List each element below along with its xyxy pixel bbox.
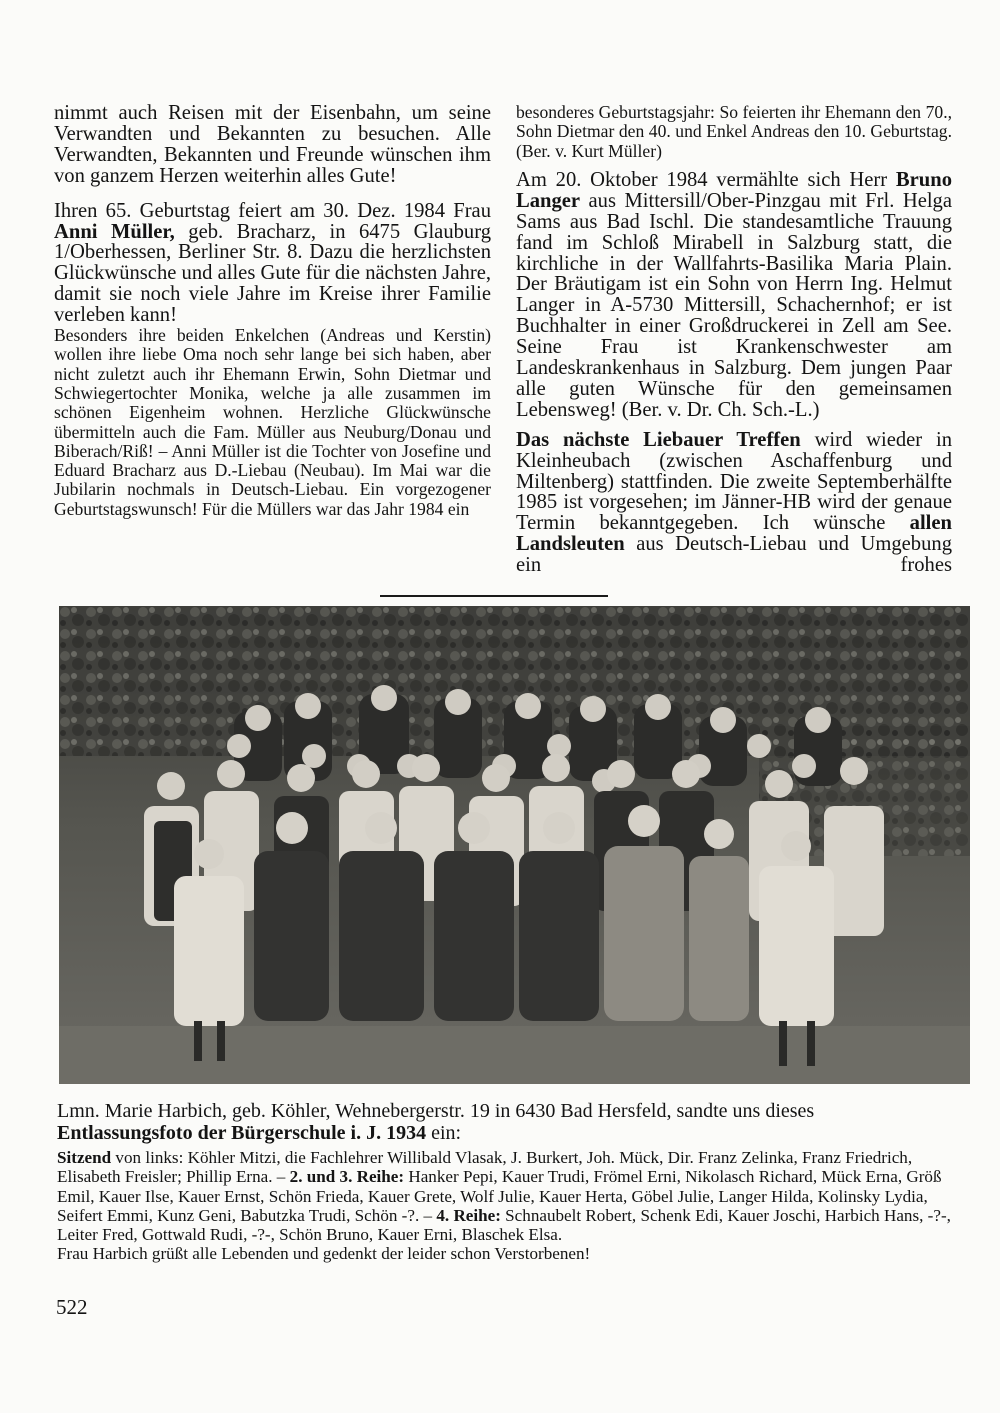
left-column — [54, 103, 491, 519]
paragraph-grandchildren: Besonders ihre beiden Enkelchen (Andreas und Kerstin) wollen ihre liebe Oma noch sehr lange bei sich haben, aber nicht zuletzt auch ihr Ehemann Erwin, Sohn Dietmar und Schwiegertochter Monika, welche ja alle zusammen im schönen Eigenheim wohnen. Herzliche Glückwünsche übermitteln auch die Fam. Müller aus Neuburg/Donau und Biberach/Riß! – Anni Müller ist die Tochter von Josefine und Eduard Bracharz aus D.-Liebau (Neubau). Im Mai war die Jubilarin nochmals in Deutsch-Liebau. Ein vorgezogener Geburtstagswunsch! Für die Müllers war das Jahr 1984 ein — [54, 325, 491, 519]
caption-names: Sitzend von links: Köhler Mitzi, die Fachlehrer Willibald Vlasak, J. Burkert, Joh. Mück, Dir. Franz Zelinka, Franz Friedrich, Elisabeth Freisler; Phillip Erna. – 2. und 3. Reihe: Hanker Pepi, Kauer Trudi, Frömel Erni, Nikolasch Richard, Mück Erna, Größ Emil, Kauer Ilse, Kauer Ernst, Schön Frieda, Kauer Grete, Wolf Julie, Kauer Herta, Göbel Julie, Langer Hilda, Kolinsky Lydia, Seifert Emmi, Kunz Geni, Babutzka Trudi, Schön -?. – 4. Reihe: Schnaubelt Robert, Schenk Edi, Kauer Joschi, Harbich Hans, -?-, Leiter Fred, Gottwald Rudi, -?-, Schön Bruno, Kauer Erni, Blaschek Elsa. — [57, 1148, 951, 1245]
caption-line-2: Entlassungsfoto der Bürgerschule i. J. 1934 ein: — [57, 1122, 462, 1144]
heading-next-meeting: Das nächste Liebauer Treffen — [516, 428, 801, 451]
paragraph-birthday-year: besonderes Geburtstagsjahr: So feierten ihr Ehemann den 70., Sohn Dietmar den 40. und Enkel Andreas den 10. Geburtstag. (Ber. v. Kurt Müller) — [516, 102, 952, 161]
paragraph-travel: nimmt auch Reisen mit der Eisenbahn, um seine Verwandten und Bekannten zu besuchen. Alle Verwandten, Bekannten und Freunde wünschen ihm von ganzem Herzen weiterhin alles Gute! — [54, 102, 491, 187]
paragraph-next-meeting: Das nächste Liebauer Treffen wird wieder in Kleinheubach (zwischen Aschaffenburg und Miltenberg) stattfinden. Die zweite Septemberhälfte 1985 ist vorgesehen; im Jänner-HB wird der genaue Termin bekanntgegeben. Ich wünsche allen Landsleuten aus Deutsch-Liebau und Umgebung ein frohes — [516, 428, 952, 577]
caption-photo-title: Entlassungsfoto der Bürgerschule i. J. 1934 — [57, 1122, 427, 1144]
caption-line-1: Lmn. Marie Harbich, geb. Köhler, Wehnebergerstr. 19 in 6430 Bad Hersfeld, sandte uns dieses — [57, 1100, 815, 1122]
name-anni-mueller: Anni Müller, — [54, 220, 175, 243]
photo-caption — [57, 1100, 957, 1264]
group-photo-drawing — [59, 606, 970, 1084]
name-bruno-langer: Bruno Langer — [516, 168, 952, 212]
page-number: 522 — [56, 1295, 88, 1319]
group-photo-image — [59, 606, 970, 1084]
right-column — [516, 103, 952, 576]
paragraph-wedding: Am 20. Oktober 1984 vermählte sich Herr Bruno Langer aus Mittersill/Ober-Pinzgau mit Frl. Helga Sams aus Bad Ischl. Die standesamtliche Trauung fand im Schloß Mirabell in Salzburg statt, die kirchliche in der Wallfahrts-Basilika Maria Plain. Der Bräutigam ist ein Sohn von Herrn Ing. Helmut Langer in A-5730 Mittersill, Schachernhof; er ist Buchhalter in einer Großdruckerei in Zell am See. Seine Frau ist Krankenschwester am Landeskrankenhaus in Salzburg. Dem jungen Paar alle guten Wünsche für den gemeinsamen Lebensweg! (Ber. v. Dr. Ch. Sch.-L.) — [516, 168, 952, 421]
paragraph-birthday-mueller: Ihren 65. Geburtstag feiert am 30. Dez. 1984 Frau Anni Müller, geb. Bracharz, in 6475 Glauburg 1/Oberhessen, Berliner Str. 8. Dazu die herzlichsten Glückwünsche und alles Gute für die nächsten Jahre, damit sie noch viele Jahre im Kreise ihrer Familie verleben kann! — [54, 199, 491, 327]
separator-rule — [380, 595, 608, 597]
caption-closing: Frau Harbich grüßt alle Lebenden und gedenkt der leider schon Verstorbenen! — [57, 1244, 591, 1264]
